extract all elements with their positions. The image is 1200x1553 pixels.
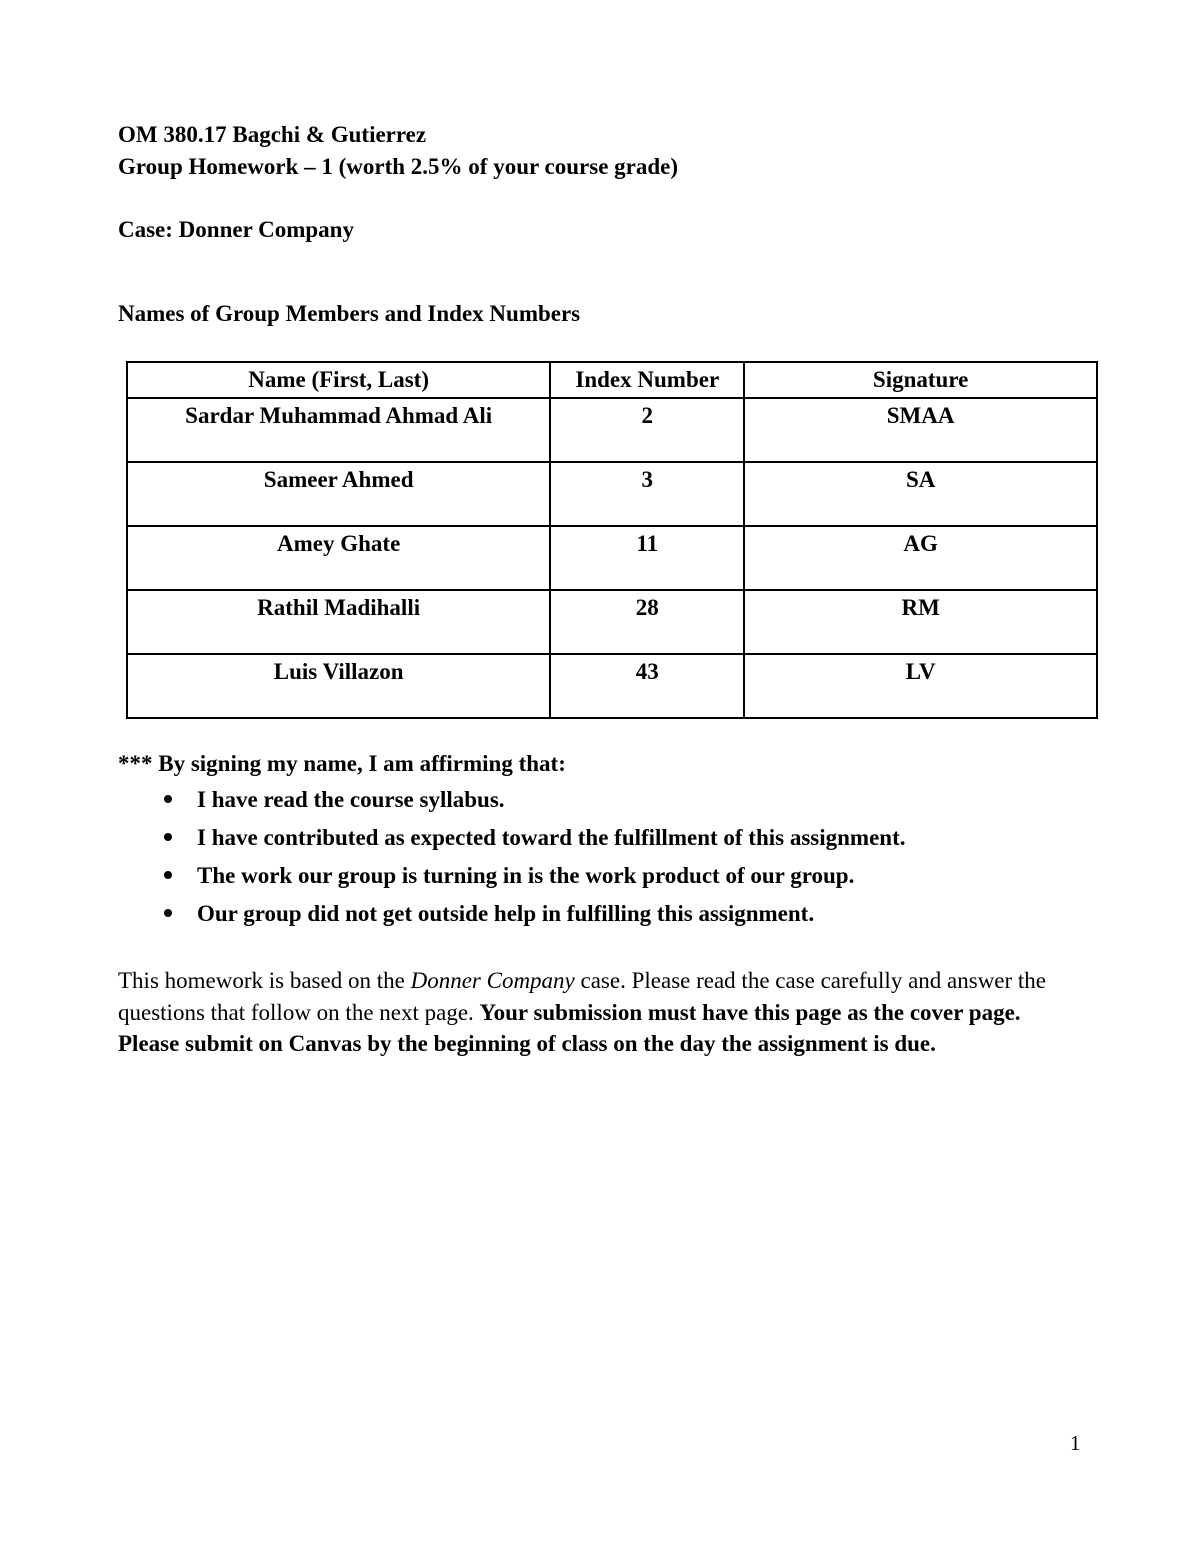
table-row	[127, 398, 1097, 462]
group-members-table	[126, 361, 1098, 719]
member-name: Amey Ghate	[127, 526, 550, 590]
list-item	[160, 861, 906, 899]
affirmation-text: I have contributed as expected toward the fulfillment of this assignment.	[197, 825, 906, 850]
affirmation-text: I have read the course syllabus.	[197, 787, 505, 812]
affirmation-list	[160, 785, 906, 937]
list-item	[160, 823, 906, 861]
column-header-signature: Signature	[744, 362, 1097, 398]
instructions-text-2: case. Please read the case carefully and answer the questions that follow on the next page.	[118, 968, 1047, 1025]
list-item	[160, 899, 906, 937]
member-signature: SMAA	[744, 398, 1097, 462]
instructions-paragraph	[118, 965, 1078, 1060]
column-header-name: Name (First, Last)	[127, 362, 550, 398]
member-index: 3	[550, 462, 744, 526]
affirmation-text: Our group did not get outside help in fulfilling this assignment.	[197, 901, 815, 926]
instructions-text-1: This homework is based on the	[118, 968, 411, 993]
case-title: Case: Donner Company	[118, 217, 354, 242]
member-name: Rathil Madihalli	[127, 590, 550, 654]
table-row	[127, 590, 1097, 654]
member-signature: SA	[744, 462, 1097, 526]
course-title: OM 380.17 Bagchi & Gutierrez	[118, 122, 427, 147]
member-signature: AG	[744, 526, 1097, 590]
table-row	[127, 462, 1097, 526]
member-signature: LV	[744, 654, 1097, 718]
member-index: 28	[550, 590, 744, 654]
affirmation-intro: *** By signing my name, I am affirming that:	[118, 751, 566, 776]
bullet-icon	[164, 833, 172, 841]
members-heading: Names of Group Members and Index Numbers	[118, 301, 581, 326]
list-item	[160, 785, 906, 823]
member-name: Sardar Muhammad Ahmad Ali	[127, 398, 550, 462]
member-index: 2	[550, 398, 744, 462]
case-name: Donner Company	[410, 968, 575, 993]
submission-instructions: Your submission must have this page as the cover page. Please submit on Canvas by the beginning of class on the day the assignment is due.	[118, 999, 1021, 1056]
member-signature: RM	[744, 590, 1097, 654]
member-index: 11	[550, 526, 744, 590]
table-row	[127, 654, 1097, 718]
bullet-icon	[164, 871, 172, 879]
member-name: Luis Villazon	[127, 654, 550, 718]
table-header-row	[127, 362, 1097, 398]
affirmation-text: The work our group is turning in is the work product of our group.	[197, 863, 855, 888]
column-header-index: Index Number	[550, 362, 744, 398]
bullet-icon	[164, 795, 172, 803]
homework-title: Group Homework – 1 (worth 2.5% of your course grade)	[118, 154, 679, 179]
bullet-icon	[164, 909, 172, 917]
table-row	[127, 526, 1097, 590]
member-index: 43	[550, 654, 744, 718]
member-name: Sameer Ahmed	[127, 462, 550, 526]
page-number: 1	[1070, 1431, 1081, 1455]
